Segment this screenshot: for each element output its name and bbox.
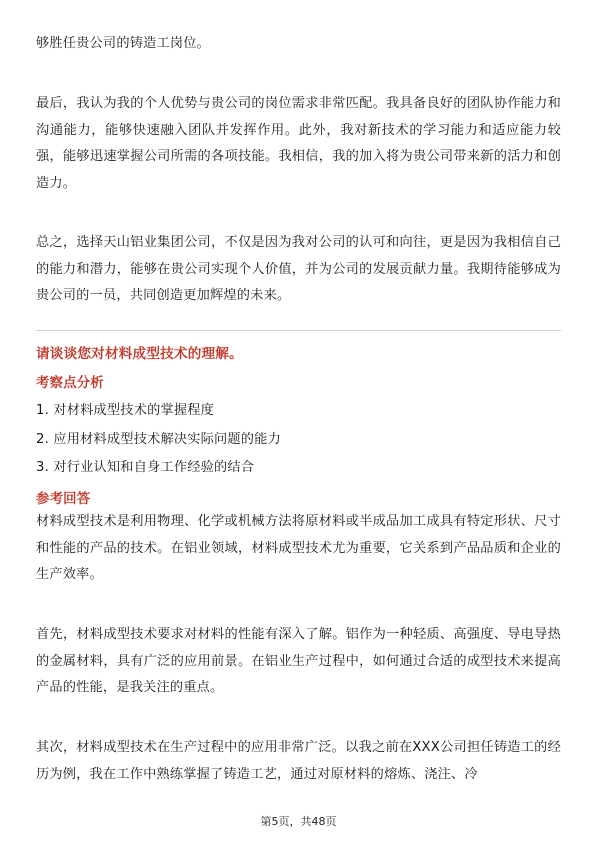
- analysis-item: 1. 对材料成型技术的掌握程度: [36, 403, 215, 418]
- question-title: 请谈谈您对材料成型技术的理解。: [36, 346, 243, 362]
- answer-paragraph: 首先，材料成型技术要求对材料的性能有深入了解。铝作为一种轻质、高强度、导电导热的金属材料，具有广泛的应用前景。在铝业生产过程中，如何通过合适的成型技术来提高产品的性能，是我关注的重点。: [36, 627, 561, 696]
- analysis-item: 3. 对行业认知和自身工作经验的结合: [36, 460, 255, 475]
- paragraph-conclusion: 总之，选择天山铝业集团公司，不仅是因为我对公司的认可和向往，更是因为我相信自己的能力和潜力，能够在贵公司实现个人价值，并为公司的发展贡献力量。我期待能够成为贵公司的一员，共同创造更加辉煌的未来。: [36, 235, 561, 304]
- answer-heading: 参考回答: [36, 492, 91, 507]
- paragraph-continuation: 够胜任贵公司的铸造工岗位。: [36, 36, 211, 51]
- paragraph-advantages: 最后，我认为我的个人优势与贵公司的岗位需求非常匹配。我具备良好的团队协作能力和沟通能力，能够快速融入团队并发挥作用。此外，我对新技术的学习能力和适应能力较强，能够迅速掌握公司所需的各项技能。我相信，我的加入将为贵公司带来新的活力和创造力。: [36, 96, 561, 191]
- answer-paragraph: 材料成型技术是利用物理、化学或机械方法将原材料或半成品加工成具有特定形状、尺寸和性能的产品的技术。在铝业领域，材料成型技术尤为重要，它关系到产品品质和企业的生产效率。: [36, 514, 561, 583]
- analysis-heading: 考察点分析: [36, 376, 104, 391]
- document-page: [36, 0, 561, 842]
- analysis-item: 2. 应用材料成型技术解决实际问题的能力: [36, 432, 281, 447]
- page-number-footer: 第5页，共48页: [260, 815, 337, 828]
- answer-paragraph: 其次，材料成型技术在生产过程中的应用非常广泛。以我之前在XXX公司担任铸造工的经历为例，我在工作中熟练掌握了铸造工艺，通过对原材料的熔炼、浇注、冷: [36, 740, 561, 782]
- section-divider: [36, 330, 561, 331]
